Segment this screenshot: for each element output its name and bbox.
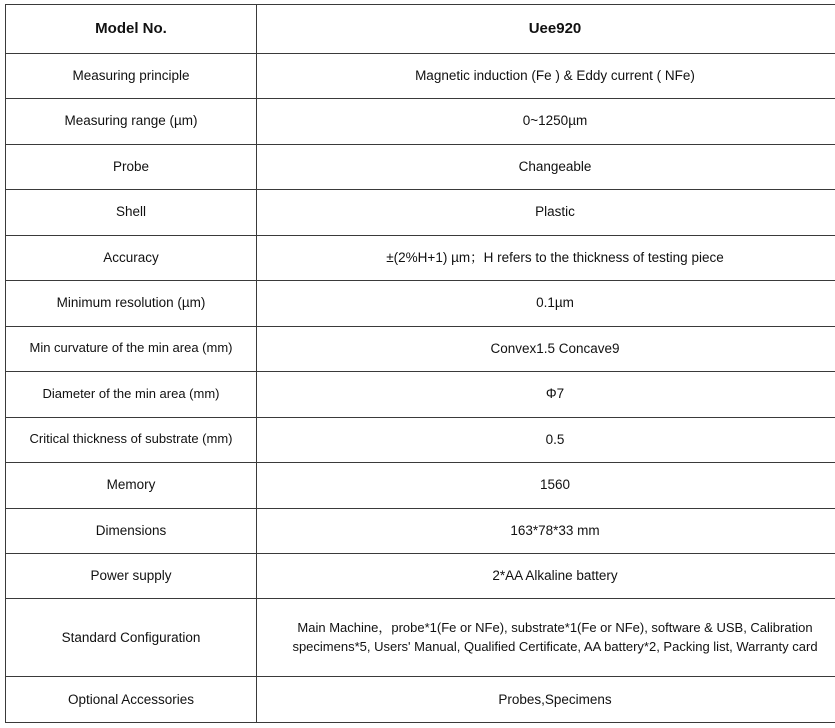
row-value: 0.1µm xyxy=(257,281,835,326)
row-label: Accuracy xyxy=(6,235,257,280)
row-value: Plastic xyxy=(257,190,835,235)
row-label: Shell xyxy=(6,190,257,235)
row-value: 163*78*33 mm xyxy=(257,508,835,553)
row-value: ±(2%H+1) µm；H refers to the thickness of testing piece xyxy=(257,235,835,280)
table-row xyxy=(6,5,835,54)
table-row xyxy=(6,281,835,326)
row-value: Φ7 xyxy=(257,372,835,417)
table-row xyxy=(6,99,835,144)
table-row xyxy=(6,599,835,677)
table-row xyxy=(6,235,835,280)
row-value: Uee920 xyxy=(257,5,835,54)
table-row xyxy=(6,144,835,189)
row-value: Magnetic induction (Fe ) & Eddy current ( NFe) xyxy=(257,53,835,98)
table-row xyxy=(6,326,835,371)
row-label: Model No. xyxy=(6,5,257,54)
row-value: 2*AA Alkaline battery xyxy=(257,554,835,599)
row-label: Standard Configuration xyxy=(6,599,257,677)
table-body xyxy=(6,5,835,723)
row-label: Optional Accessories xyxy=(6,677,257,723)
row-label: Measuring range (µm) xyxy=(6,99,257,144)
table-row xyxy=(6,554,835,599)
row-value: 1560 xyxy=(257,463,835,508)
table-row xyxy=(6,677,835,723)
table-row xyxy=(6,53,835,98)
table-row xyxy=(6,417,835,462)
row-value: Changeable xyxy=(257,144,835,189)
row-label: Dimensions xyxy=(6,508,257,553)
table-row xyxy=(6,372,835,417)
table-row xyxy=(6,508,835,553)
specification-table xyxy=(5,4,835,723)
row-label: Power supply xyxy=(6,554,257,599)
table-row xyxy=(6,190,835,235)
row-value: Main Machine，probe*1(Fe or NFe), substrate*1(Fe or NFe), software & USB, Calibration specimens*5, Users' Manual, Qualified Certificate, AA battery*2, Packing list, Warranty card xyxy=(257,599,835,677)
row-value: 0~1250µm xyxy=(257,99,835,144)
row-value: Convex1.5 Concave9 xyxy=(257,326,835,371)
row-label: Diameter of the min area (mm) xyxy=(6,372,257,417)
row-label: Min curvature of the min area (mm) xyxy=(6,326,257,371)
row-label: Probe xyxy=(6,144,257,189)
row-label: Critical thickness of substrate (mm) xyxy=(6,417,257,462)
row-value: Probes,Specimens xyxy=(257,677,835,723)
table-row xyxy=(6,463,835,508)
row-label: Measuring principle xyxy=(6,53,257,98)
row-label: Memory xyxy=(6,463,257,508)
row-label: Minimum resolution (µm) xyxy=(6,281,257,326)
row-value: 0.5 xyxy=(257,417,835,462)
